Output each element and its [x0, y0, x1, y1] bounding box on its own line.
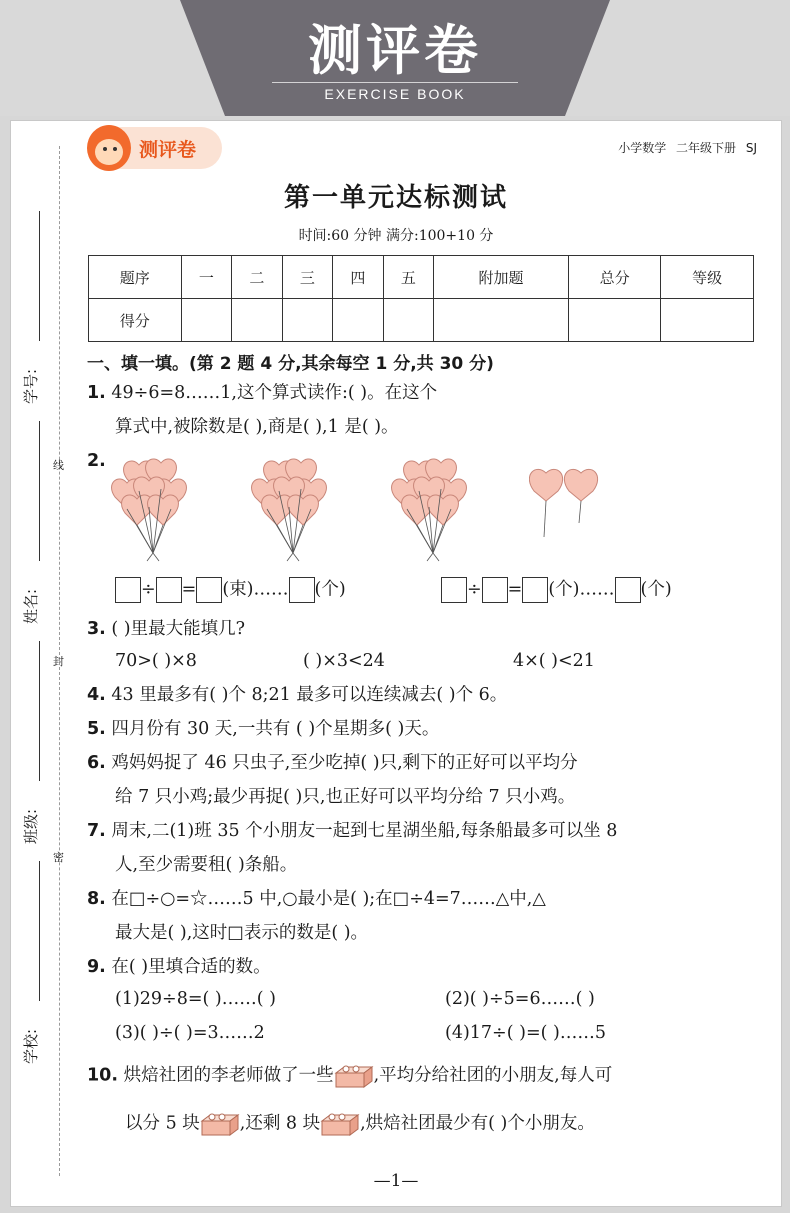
badge-label: 测评卷 — [139, 139, 197, 161]
q-number: 2. — [87, 451, 106, 471]
cake-box-icon — [320, 1111, 360, 1137]
q-text: ,烘焙社团最少有( )个小朋友。 — [360, 1113, 595, 1134]
score-header: 一 — [181, 256, 232, 299]
unit-text: (个)…… — [548, 579, 615, 600]
score-cell[interactable] — [661, 299, 754, 342]
score-header: 二 — [232, 256, 283, 299]
q-text: 周末,二(1)班 35 个小朋友一起到七星湖坐船,每条船最多可以坐 8 — [111, 821, 618, 841]
question-10-line-2 — [125, 1111, 595, 1137]
score-header: 附加题 — [434, 256, 569, 299]
score-cell[interactable] — [383, 299, 434, 342]
q-number: 10. — [87, 1065, 119, 1086]
q-number: 4. — [87, 685, 106, 705]
question-6-line-2: 给 7 只小鸡;最少再捉( )只,也正好可以平均分给 7 只小鸡。 — [115, 787, 576, 807]
score-cell[interactable] — [181, 299, 232, 342]
question-3c: 4×( )<21 — [513, 651, 595, 671]
q-text: 鸡妈妈捉了 46 只虫子,至少吃掉( )只,剩下的正好可以平均分 — [111, 753, 578, 773]
q-number: 1. — [87, 383, 106, 403]
answer-box[interactable] — [522, 577, 548, 603]
q-text: ,平均分给社团的小朋友,每人可 — [373, 1065, 613, 1086]
name-label: 姓名: — [22, 588, 41, 625]
question-9-3: (3)( )÷( )=3……2 — [115, 1023, 265, 1043]
q-number: 9. — [87, 957, 106, 977]
seal-mark-line: 线 — [53, 459, 64, 472]
question-2-number — [87, 451, 106, 471]
banner-title: 测评卷 — [308, 19, 482, 82]
q-text: 四月份有 30 天,一共有 ( )个星期多( )天。 — [111, 719, 440, 739]
unit-text: (个) — [314, 579, 346, 600]
operator: = — [507, 579, 523, 600]
exam-page — [10, 120, 782, 1207]
school-line — [39, 861, 40, 1001]
score-cell[interactable] — [333, 299, 384, 342]
question-8-line-2: 最大是( ),这时□表示的数是( )。 — [115, 923, 369, 943]
score-table — [88, 255, 754, 342]
answer-box[interactable] — [196, 577, 222, 603]
banner — [0, 0, 790, 116]
operator: = — [181, 579, 197, 600]
score-row — [89, 299, 754, 342]
question-3 — [87, 619, 245, 639]
mascot-icon — [87, 125, 131, 171]
banner-divider — [272, 82, 518, 83]
score-cell[interactable] — [568, 299, 661, 342]
question-9 — [87, 957, 271, 977]
q-text: 烘焙社团的李老师做了一些 — [123, 1065, 334, 1086]
score-header: 四 — [333, 256, 384, 299]
unit-text: (个) — [640, 579, 672, 600]
q-text: 在□÷○=☆……5 中,○最小是( );在□÷4=7……△中,△ — [111, 889, 546, 909]
question-4 — [87, 685, 507, 705]
seal-mark-secret: 密 — [53, 851, 64, 864]
q-number: 8. — [87, 889, 106, 909]
course-info: 小学数学 二年级下册 SJ — [618, 141, 757, 155]
balloon-bunch-2 — [249, 451, 339, 563]
q-text: ,还剩 8 块 — [239, 1113, 321, 1134]
score-cell[interactable] — [434, 299, 569, 342]
q-text: ( )里最大能填几? — [111, 619, 246, 639]
score-header-row — [89, 256, 754, 299]
q-number: 3. — [87, 619, 106, 639]
question-1-line-2: 算式中,被除数是( ),商是( ),1 是( )。 — [115, 417, 399, 437]
balloon-bunch-3 — [389, 451, 479, 563]
question-9-4: (4)17÷( )=( )……5 — [445, 1023, 606, 1043]
score-header: 等级 — [661, 256, 754, 299]
class-label: 班级: — [22, 808, 41, 845]
operator: ÷ — [141, 579, 156, 600]
cake-box-icon — [200, 1111, 240, 1137]
question-9-2: (2)( )÷5=6……( ) — [445, 989, 595, 1009]
operator: ÷ — [467, 579, 482, 600]
score-header: 总分 — [568, 256, 661, 299]
q-text: 43 里最多有( )个 8;21 最多可以连续减去( )个 6。 — [111, 685, 508, 705]
question-1-line-1 — [87, 383, 437, 403]
score-cell[interactable] — [232, 299, 283, 342]
answer-box[interactable] — [441, 577, 467, 603]
question-10-line-1 — [87, 1063, 612, 1089]
exam-badge — [87, 127, 222, 169]
q-text: 以分 5 块 — [125, 1113, 200, 1134]
question-7-line-1 — [87, 821, 617, 841]
score-header: 题序 — [89, 256, 182, 299]
question-5 — [87, 719, 439, 739]
q-text: 在( )里填合适的数。 — [111, 957, 271, 977]
page-number: —1— — [373, 1171, 419, 1191]
banner-subtitle: EXERCISE BOOK — [324, 86, 466, 102]
question-6-line-1 — [87, 753, 578, 773]
answer-box[interactable] — [289, 577, 315, 603]
question-7-line-2: 人,至少需要租( )条船。 — [115, 855, 298, 875]
score-header: 三 — [282, 256, 333, 299]
answer-box[interactable] — [615, 577, 641, 603]
school-label: 学校: — [22, 1028, 41, 1065]
score-header: 五 — [383, 256, 434, 299]
answer-box[interactable] — [115, 577, 141, 603]
exam-title: 第一单元达标测试 — [283, 183, 508, 213]
question-2-equation-1 — [115, 577, 346, 603]
name-line — [39, 421, 40, 561]
question-2-equation-2 — [441, 577, 672, 603]
exam-info: 时间:60 分钟 满分:100+10 分 — [298, 228, 494, 244]
balloon-bunch-1 — [109, 451, 199, 563]
answer-box[interactable] — [482, 577, 508, 603]
question-3b: ( )×3<24 — [303, 651, 385, 671]
student-id-label: 学号: — [22, 368, 41, 405]
score-row-label: 得分 — [89, 299, 182, 342]
unit-text: (束)…… — [222, 579, 289, 600]
q-text: 49÷6=8……1,这个算式读作:( )。在这个 — [111, 383, 438, 403]
question-3a: 70>( )×8 — [115, 651, 197, 671]
score-cell[interactable] — [282, 299, 333, 342]
balloon-pair — [529, 461, 609, 541]
q-number: 5. — [87, 719, 106, 739]
class-line — [39, 641, 40, 781]
cake-box-icon — [334, 1063, 374, 1089]
q-number: 6. — [87, 753, 106, 773]
seal-mark-seal: 封 — [53, 655, 64, 668]
question-8-line-1 — [87, 889, 546, 909]
section-heading: 一、填一填。(第 2 题 4 分,其余每空 1 分,共 30 分) — [87, 354, 494, 374]
answer-box[interactable] — [156, 577, 182, 603]
question-9-1: (1)29÷8=( )……( ) — [115, 989, 276, 1009]
q-number: 7. — [87, 821, 106, 841]
